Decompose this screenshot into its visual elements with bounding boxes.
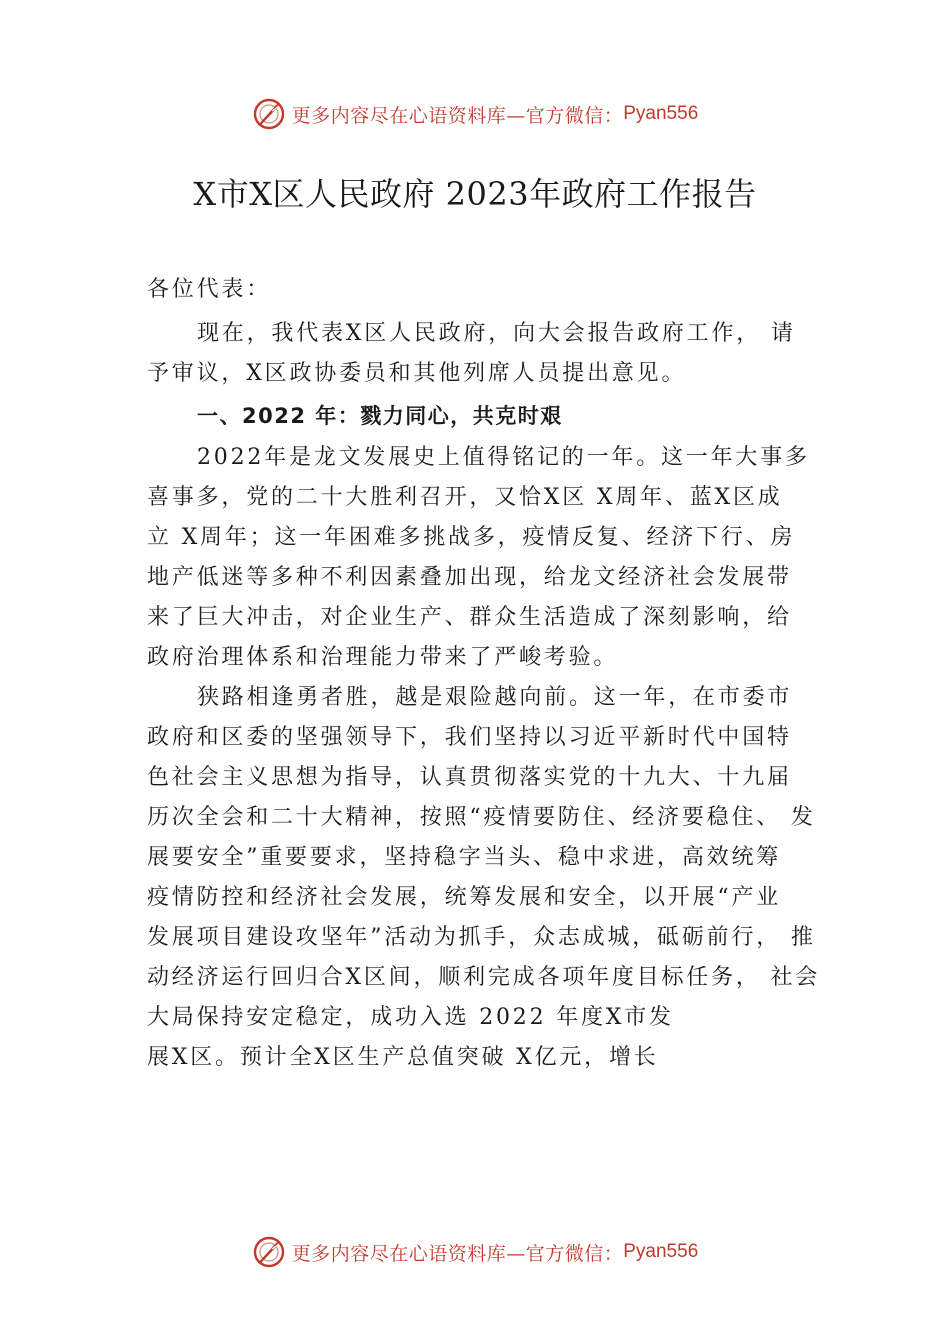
text-line: 疫情防控和经济社会发展，统筹发展和安全，以开展“产业 [147, 885, 782, 910]
intro-paragraph [147, 314, 827, 394]
wechat-id: Pyan556 [623, 103, 699, 124]
text-line: 予审议，X区政协委员和其他列席人员提出意见。 [147, 361, 687, 386]
quill-seal-logo-icon [252, 97, 286, 131]
banner-text: 更多内容尽在心语资料库—官方微信： [291, 1242, 624, 1265]
text-line: 大局保持安定稳定，成功入选 2022 年度X市发 [147, 1005, 674, 1030]
section-heading: 一、2022 年：戮力同心，共克时艰 [197, 404, 563, 428]
document-body [147, 270, 827, 1078]
text-line: 地产低迷等多种不利因素叠加出现，给龙文经济社会发展带 [147, 565, 792, 590]
text-line: 政府治理体系和治理能力带来了严峻考验。 [147, 645, 619, 670]
text-line: 来了巨大冲击，对企业生产、群众生活造成了深刻影响，给 [147, 605, 792, 630]
footer-banner [0, 1232, 950, 1272]
wechat-id: Pyan556 [623, 1241, 699, 1262]
text-line: 狭路相逢勇者胜，越是艰险越向前。这一年，在市委市 [197, 685, 793, 710]
paragraph-2 [147, 678, 827, 1078]
text-line: 喜事多，党的二十大胜利召开，又恰X区 X周年、蓝X区成 [147, 485, 783, 510]
text-line: 发展项目建设攻坚年”活动为抓手，众志成城，砥砺前行， 推 [147, 925, 816, 950]
banner-text: 更多内容尽在心语资料库—官方微信： [291, 104, 624, 127]
text-line: 展X区。预计全X区生产总值突破 X亿元，增长 [147, 1045, 659, 1070]
paragraph-1 [147, 438, 827, 678]
text-line: 展要安全”重要要求，坚持稳字当头、稳中求进，高效统筹 [147, 845, 782, 870]
text-line: 动经济运行回归合X区间，顺利完成各项年度目标任务， 社会 [147, 965, 821, 990]
text-line: 现在，我代表X区人民政府，向大会报告政府工作， 请 [197, 321, 796, 346]
text-line: 立 X周年；这一年困难多挑战多，疫情反复、经济下行、房 [147, 525, 796, 550]
document-title: X市X区人民政府 2023年政府工作报告 [193, 175, 757, 213]
salutation: 各位代表： [147, 277, 272, 302]
text-line: 历次全会和二十大精神，按照“疫情要防住、经济要稳住、 发 [147, 805, 816, 830]
quill-seal-logo-icon [252, 1235, 286, 1269]
text-line: 色社会主义思想为指导，认真贯彻落实党的十九大、十九届 [147, 765, 792, 790]
header-banner [0, 94, 950, 134]
text-line: 2022年是龙文发展史上值得铭记的一年。这一年大事多 [197, 445, 810, 470]
text-line: 政府和区委的坚强领导下，我们坚持以习近平新时代中国特 [147, 725, 792, 750]
